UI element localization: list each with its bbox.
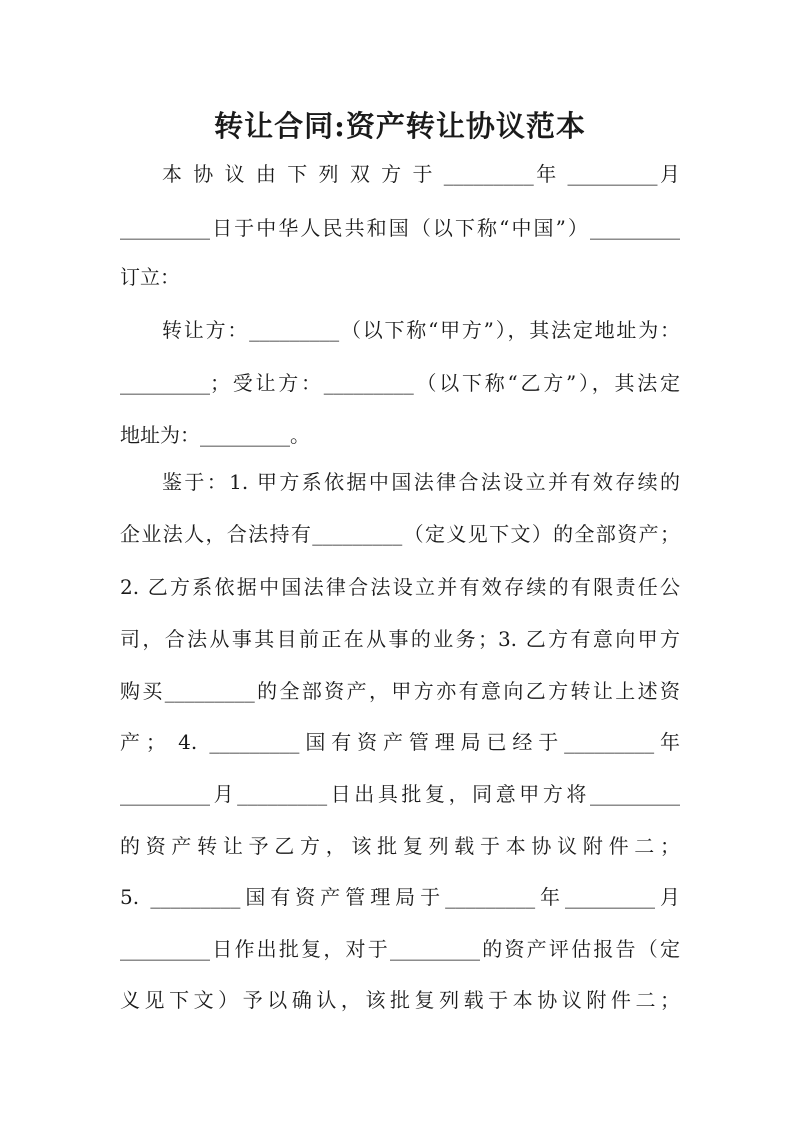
paragraph-line: 2. 乙方系依据中国法律合法设立并有效存续的有限责任公	[120, 575, 680, 599]
paragraph-line: 订立：	[120, 265, 180, 289]
paragraph-line: 地址为：_________。	[120, 423, 310, 447]
paragraph-line: 企业法人，合法持有_________（定义见下文）的全部资产；	[120, 522, 680, 546]
paragraph-line: 产； 4. _________国有资产管理局已经于_________年	[120, 730, 680, 754]
paragraph-line: _________月_________日出具批复，同意甲方将_________	[120, 782, 680, 806]
document-title: 转让合同:资产转让协议范本	[214, 109, 586, 143]
paragraph-line: _________日于中华人民共和国（以下称“中国”）_________	[120, 216, 680, 240]
paragraph-line: 的资产转让予乙方，该批复列载于本协议附件二；	[120, 834, 680, 858]
paragraph-line: 司，合法从事其目前正在从事的业务；3. 乙方有意向甲方	[120, 627, 680, 651]
paragraph-line: 本 协 议 由 下 列 双 方 于 _________年 _________月	[162, 162, 680, 186]
paragraph-line: _________；受让方：_________（以下称“乙方”），其法定	[120, 371, 680, 395]
paragraph-line: 5. _________国有资产管理局于_________年_________月	[120, 885, 680, 909]
paragraph-line: 转让方：_________（以下称“甲方”），其法定地址为：	[162, 318, 680, 342]
paragraph-line: _________日作出批复，对于_________的资产评估报告（定	[120, 937, 680, 961]
paragraph-line: 义见下文）予以确认，该批复列载于本协议附件二；	[120, 988, 680, 1012]
paragraph-line: 鉴于：1. 甲方系依据中国法律合法设立并有效存续的	[162, 470, 680, 494]
paragraph-line: 购买_________的全部资产，甲方亦有意向乙方转让上述资	[120, 679, 680, 703]
